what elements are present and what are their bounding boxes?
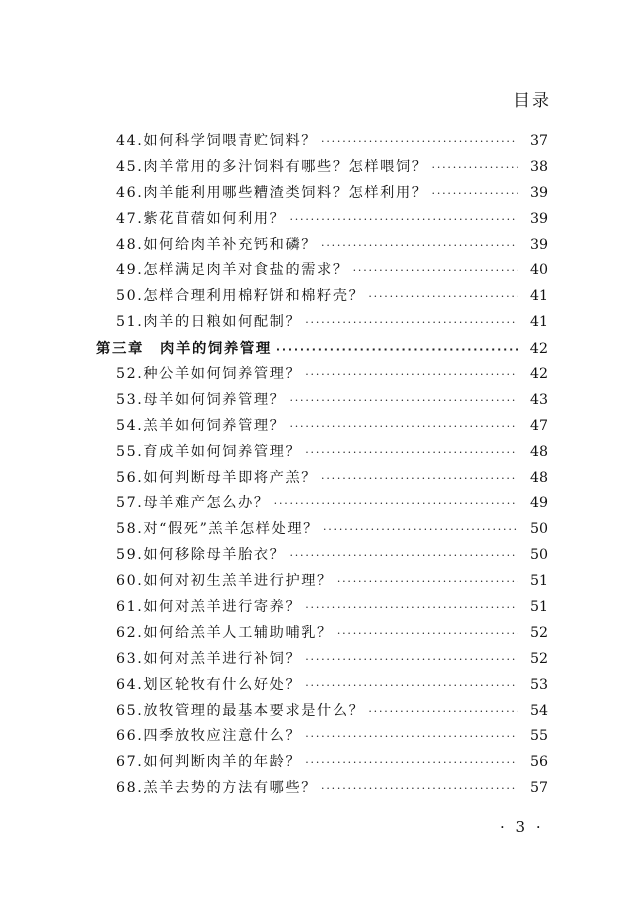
toc-page-number: 40 xyxy=(529,262,548,279)
toc-entry-title: 62.如何给羔羊人工辅助哺乳？ xyxy=(116,624,333,641)
toc-page-number: 52 xyxy=(529,650,548,667)
toc-page-number: 57 xyxy=(529,780,548,797)
toc-page-number: 56 xyxy=(529,754,548,771)
toc-entry-title: 49.怎样满足肉羊对食盐的需求？ xyxy=(116,262,349,279)
toc-entry-row xyxy=(96,285,548,311)
toc-entry-title: 44.如何科学饲喂青贮饲料？ xyxy=(116,133,318,149)
toc-page-number: 43 xyxy=(529,391,548,408)
toc-entry-row xyxy=(96,467,548,493)
toc-page-number: 52 xyxy=(529,624,548,641)
toc-entry-title: 48.如何给肉羊补充钙和磷？ xyxy=(116,236,318,253)
toc-dot-leader xyxy=(305,601,518,614)
toc-dot-leader xyxy=(432,187,518,200)
toc-entry-title: 64.划区轮牧有什么好处？ xyxy=(116,676,302,693)
toc-entry-row xyxy=(96,518,548,544)
toc-dot-leader xyxy=(305,446,518,459)
toc-entry-row xyxy=(96,544,548,570)
toc-chapter-row xyxy=(96,337,548,363)
toc-entry-title: 65.放牧管理的最基本要求是什么？ xyxy=(116,702,365,719)
toc-entry-row xyxy=(96,674,548,700)
toc-entry-title: 63.如何对羔羊进行补饲？ xyxy=(116,650,302,667)
toc-entry-row xyxy=(96,156,548,182)
page-header-title: 目录 xyxy=(513,91,551,111)
toc-dot-leader xyxy=(368,290,518,303)
toc-entry-title: 61.如何对羔羊进行寄养？ xyxy=(116,599,302,616)
toc-dot-leader xyxy=(432,161,518,174)
toc-dot-leader xyxy=(276,343,518,356)
toc-page-number: 49 xyxy=(529,495,548,512)
toc-dot-leader xyxy=(289,213,518,226)
toc-entry-title: 66.四季放牧应注意什么？ xyxy=(116,728,302,745)
toc-entry-title: 54.羔羊如何饲养管理？ xyxy=(116,417,286,434)
toc-entry-title: 55.育成羊如何饲养管理？ xyxy=(116,443,302,460)
toc-dot-leader xyxy=(305,316,518,329)
toc-dot-leader xyxy=(305,756,518,769)
toc-page-number: 41 xyxy=(529,314,548,331)
toc-page-number: 42 xyxy=(529,366,548,383)
toc-dot-leader xyxy=(321,782,518,795)
toc-page-number: 48 xyxy=(529,469,548,486)
toc-entry-title: 45.肉羊常用的多汁饲料有哪些？怎样喂饲？ xyxy=(116,158,428,175)
toc-dot-leader xyxy=(274,497,518,510)
toc-entry-title: 56.如何判断母羊即将产羔？ xyxy=(116,469,318,486)
toc-dot-leader xyxy=(305,679,518,692)
toc-entry-title: 52.种公羊如何饲养管理？ xyxy=(116,366,302,383)
toc-entry-row xyxy=(96,311,548,337)
toc-entry-row xyxy=(96,389,548,415)
toc-page-number: 37 xyxy=(529,133,548,149)
toc-entry-title: 58.对“假死”羔羊怎样处理？ xyxy=(116,521,319,538)
toc-dot-leader xyxy=(323,523,518,536)
toc-dot-leader xyxy=(321,472,518,485)
toc-entry-title: 46.肉羊能利用哪些糟渣类饲料？怎样利用？ xyxy=(116,184,428,201)
toc-entry-title: 50.怎样合理利用棉籽饼和棉籽壳？ xyxy=(116,288,365,305)
toc-page-number: 39 xyxy=(529,210,548,227)
toc-dot-leader xyxy=(305,653,518,666)
toc-entry-row xyxy=(96,441,548,467)
toc-entry-row xyxy=(96,363,548,389)
toc-entry-row xyxy=(96,570,548,596)
toc-dot-leader xyxy=(321,135,518,148)
toc-page-number: 41 xyxy=(529,288,548,305)
toc-entry-row xyxy=(96,725,548,751)
toc-entry-row xyxy=(96,648,548,674)
toc-entry-row xyxy=(96,234,548,260)
toc-dot-leader xyxy=(353,264,518,277)
toc-entry-title: 57.母羊难产怎么办？ xyxy=(116,495,270,512)
toc-page-number: 38 xyxy=(529,158,548,175)
toc-page-number: 54 xyxy=(529,702,548,719)
toc-page-number: 48 xyxy=(529,443,548,460)
toc-dot-leader xyxy=(305,368,518,381)
toc-dot-leader xyxy=(337,627,518,640)
toc-entry-title: 51.肉羊的日粮如何配制？ xyxy=(116,314,302,331)
toc-entry-row xyxy=(96,700,548,726)
toc-page-number: 53 xyxy=(529,676,548,693)
toc-entry-row xyxy=(96,596,548,622)
toc-entry-row xyxy=(96,415,548,441)
toc-entry-row xyxy=(96,622,548,648)
toc-entry-row xyxy=(96,130,548,156)
toc-page-number: 50 xyxy=(529,547,548,564)
toc-page-number: 39 xyxy=(529,236,548,253)
toc-dot-leader xyxy=(368,705,518,718)
toc-dot-leader xyxy=(305,730,518,743)
toc-entry-title: 67.如何判断肉羊的年龄？ xyxy=(116,754,302,771)
toc-entry-title: 60.如何对初生羔羊进行护理？ xyxy=(116,573,333,590)
toc-page-number: 42 xyxy=(529,341,548,358)
toc-dot-leader xyxy=(337,575,518,588)
table-of-contents xyxy=(96,130,548,803)
toc-entry-row xyxy=(96,182,548,208)
toc-page-number: 47 xyxy=(529,417,548,434)
toc-entry-title: 68.羔羊去势的方法有哪些？ xyxy=(116,780,318,797)
toc-entry-title: 47.紫花苜蓿如何利用？ xyxy=(116,210,286,227)
page-number: · 3 · xyxy=(500,818,544,836)
toc-entry-row xyxy=(96,751,548,777)
toc-entry-row xyxy=(96,259,548,285)
toc-entry-row xyxy=(96,777,548,803)
toc-page-number: 51 xyxy=(529,599,548,616)
toc-entry-title: 59.如何移除母羊胎衣？ xyxy=(116,547,286,564)
toc-page-number: 51 xyxy=(529,573,548,590)
toc-entry-title: 53.母羊如何饲养管理？ xyxy=(116,391,286,408)
toc-dot-leader xyxy=(289,394,518,407)
toc-page-number: 50 xyxy=(529,521,548,538)
toc-entry-row xyxy=(96,208,548,234)
toc-dot-leader xyxy=(289,420,518,433)
toc-chapter-title: 第三章 肉羊的饲养管理 xyxy=(96,341,272,358)
toc-page-number: 39 xyxy=(529,184,548,201)
toc-page-number: 55 xyxy=(529,728,548,745)
toc-dot-leader xyxy=(321,239,518,252)
toc-entry-row xyxy=(96,492,548,518)
toc-dot-leader xyxy=(289,549,518,562)
